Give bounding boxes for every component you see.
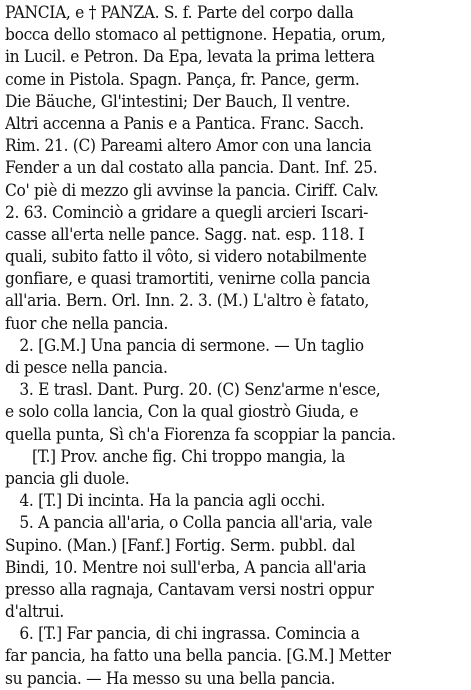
sense-6-line: 6. [T.] Far pancia, di chi ingrassa. Comincia a	[19, 624, 360, 645]
entry-line: gonfiare, e quasi tramortiti, venirne colla pancia	[5, 269, 371, 290]
entry-line: presso alla ragnaja, Cantavam versi nostri oppur	[5, 579, 374, 600]
sense-3-line: 3. E trasl. Dant. Purg. 20. (C) Senz'arme n'esce,	[19, 380, 381, 401]
entry-line: Bindi, 10. Mentre noi sull'erba, A pancia all'aria	[5, 557, 367, 578]
entry-line: bocca dello stomaco al pettignone. Hepatia, orum,	[5, 25, 386, 46]
entry-line: Fender a un dal costato alla pancia. Dant. Inf. 25.	[5, 158, 378, 179]
sense-2-line: 2. [G.M.] Una pancia di sermone. — Un taglio	[19, 335, 364, 356]
entry-line: casse all'erta nelle pance. Sagg. nat. esp. 118. I	[5, 224, 365, 245]
entry-line: Supino. (Man.) [Fanf.] Fortig. Serm. pubbl. dal	[5, 535, 355, 556]
entry-line: quali, subito fatto il vôto, si videro notabilmente	[5, 247, 367, 268]
entry-line: di pesce nella pancia.	[5, 358, 168, 378]
entry-line: far pancia, ha fatto una bella pancia. [G.M.] Metter	[5, 646, 391, 667]
entry-line: come in Pistola. Spagn. Pança, fr. Pance, germ.	[5, 69, 360, 90]
sense-5-line: 5. A pancia all'aria, o Colla pancia all'aria, vale	[19, 513, 373, 534]
entry-line: in Lucil. e Petron. Da Epa, levata la prima lettera	[5, 47, 375, 68]
entry-line: Co' piè di mezzo gli avvinse la pancia. Ciriff. Calv.	[5, 180, 379, 201]
sense-4-line: 4. [T.] Di incinta. Ha la pancia agli occhi.	[19, 491, 326, 512]
proverb-line: [T.] Prov. anche fig. Chi troppo mangia, la	[32, 446, 346, 467]
entry-line: 2. 63. Cominciò a gridare a quegli arcieri Iscari-	[5, 202, 369, 223]
entry-line: fuor che nella pancia.	[5, 313, 169, 334]
entry-line: PANCIA, e † PANZA. S. f. Parte del corpo dalla	[5, 3, 354, 23]
entry-line: Die Bäuche, Gl'intestini; Der Bauch, Il ventre.	[5, 91, 351, 112]
entry-line: d'altrui.	[5, 602, 64, 623]
entry-line: su pancia. — Ha messo su una bella pancia.	[5, 668, 336, 689]
entry-line: Rim. 21. (C) Pareami altero Amor con una lancia	[5, 136, 372, 157]
entry-line: Altri accenna a Panis e a Pantica. Franc. Sacch.	[5, 113, 364, 134]
dictionary-entry-pancia	[5, 2, 466, 690]
entry-line: pancia gli duole.	[5, 468, 130, 489]
entry-line: all'aria. Bern. Orl. Inn. 2. 3. (M.) L'altro è fatato,	[5, 291, 369, 312]
entry-line: e solo colla lancia, Con la qual giostrò Giuda, e	[5, 402, 359, 423]
entry-line: quella punta, Sì ch'a Fiorenza fa scoppiar la pancia.	[5, 424, 396, 445]
